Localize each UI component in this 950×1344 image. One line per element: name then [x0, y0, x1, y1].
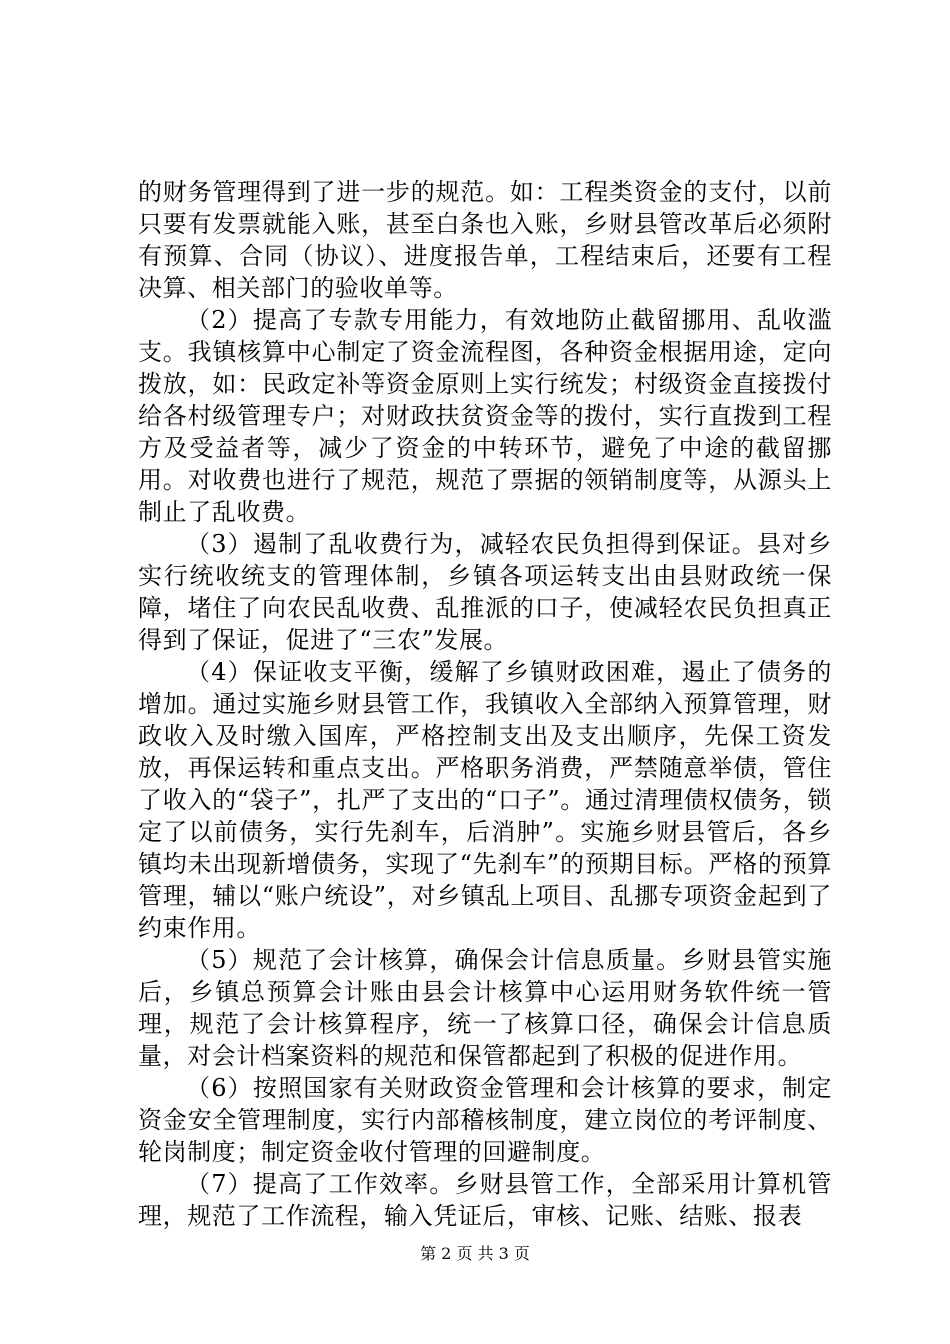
paragraph-item-5: （5）规范了会计核算，确保会计信息质量。乡财县管实施后，乡镇总预算会计账由县会计核算中心运用财务软件统一管理，规范了会计核算程序，统一了核算口径，确保会计信息质量，对会计档案资料的规范和保管都起到了积极的促进作用。 [138, 946, 832, 1070]
document-body [138, 176, 832, 1232]
paragraph-item-4: （4）保证收支平衡，缓解了乡镇财政困难，遏止了债务的增加。通过实施乡财县管工作，我镇收入全部纳入预算管理，财政收入及时缴入国库，严格控制支出及支出顺序，先保工资发放，再保运转和重点支出。严格职务消费，严禁随意举债，管住了收入的“袋子”，扎严了支出的“口子”。通过清理债权债务，锁定了以前债务，实行先刹车，后消肿”。实施乡财县管后，各乡镇均未出现新增债务，实现了“先刹车”的预期目标。严格的预算管理，辅以“账户统设”，对乡镇乱上项目、乱挪专项资金起到了约束作用。 [138, 658, 832, 942]
paragraph-item-6: （6）按照国家有关财政资金管理和会计核算的要求，制定资金安全管理制度，实行内部稽核制度，建立岗位的考评制度、轮岗制度；制定资金收付管理的回避制度。 [138, 1074, 832, 1166]
paragraph-continuation: 的财务管理得到了进一步的规范。如：工程类资金的支付，以前只要有发票就能入账，甚至白条也入账，乡财县管改革后必须附有预算、合同（协议）、进度报告单，工程结束后，还要有工程决算、相关部门的验收单等。 [138, 178, 832, 302]
page-footer: 第 2 页 共 3 页 [420, 1244, 530, 1263]
paragraph-item-3: （3）遏制了乱收费行为，减轻农民负担得到保证。县对乡实行统收统支的管理体制，乡镇各项运转支出由县财政统一保障，堵住了向农民乱收费、乱推派的口子，使减轻农民负担真正得到了保证，促进了“三农”发展。 [138, 530, 832, 654]
paragraph-item-2: （2）提高了专款专用能力，有效地防止截留挪用、乱收滥支。我镇核算中心制定了资金流程图，各种资金根据用途，定向拨放，如：民政定补等资金原则上实行统发；村级资金直接拨付给各村级管理专户；对财政扶贫资金等的拨付，实行直拨到工程方及受益者等，减少了资金的中转环节，避免了中途的截留挪用。对收费也进行了规范，规范了票据的领销制度等，从源头上制止了乱收费。 [138, 306, 832, 526]
paragraph-item-7: （7）提高了工作效率。乡财县管工作，全部采用计算机管理，规范了工作流程，输入凭证后，审核、记账、结账、报表 [138, 1170, 832, 1230]
